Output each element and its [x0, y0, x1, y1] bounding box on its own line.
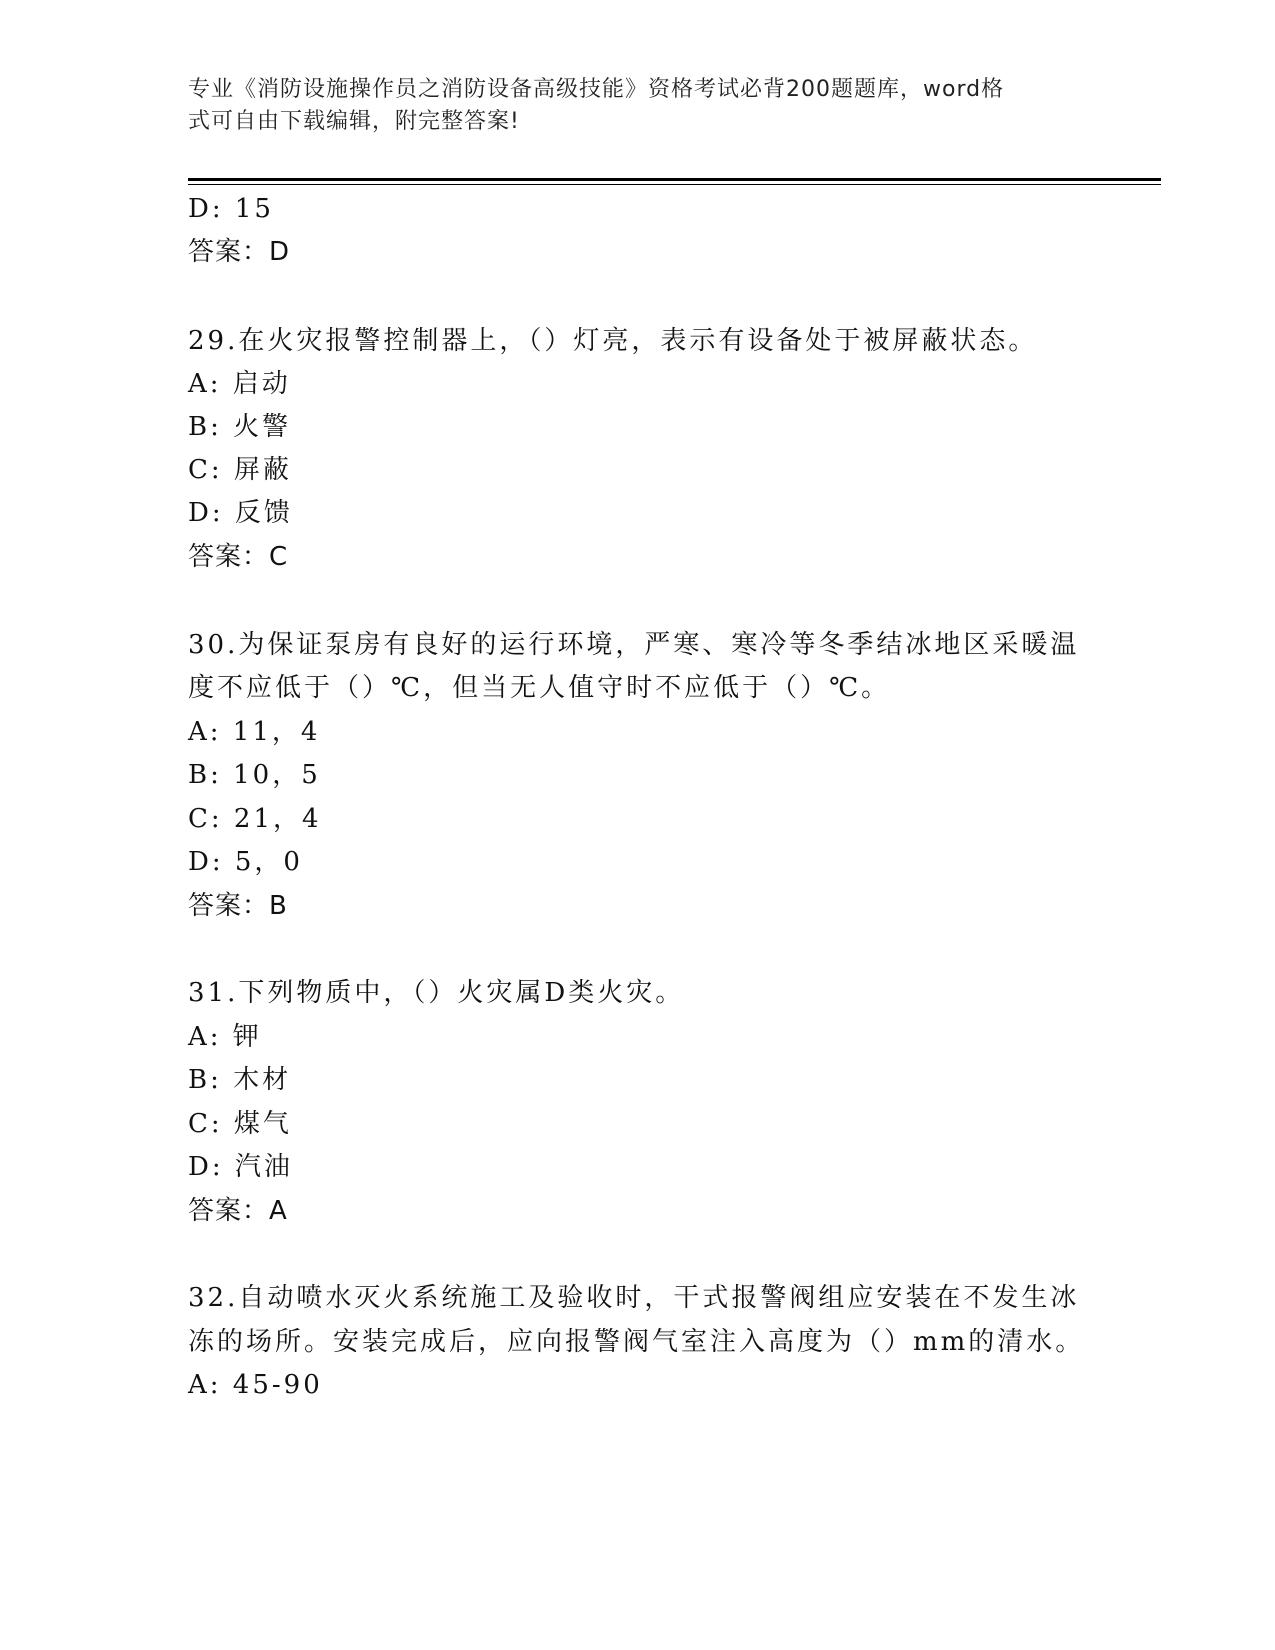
- q30-option-a: A: 11，4: [188, 717, 321, 747]
- q30-answer: 答案：B: [188, 891, 288, 921]
- q28-answer: 答案：D: [188, 237, 291, 267]
- q31-option-c: C: 煤气: [188, 1109, 292, 1139]
- q29-option-b: B: 火警: [188, 412, 292, 442]
- header-line-2: 式可自由下载编辑，附完整答案!: [188, 109, 520, 134]
- header-line-1: 专业《消防设施操作员之消防设备高级技能》资格考试必背200题题库，word格: [188, 77, 1005, 102]
- q30-option-c: C: 21，4: [188, 804, 322, 834]
- q31-option-d: D: 汽油: [188, 1152, 293, 1182]
- document-header: [188, 74, 1068, 138]
- q29-answer: 答案：C: [188, 542, 289, 572]
- q32-question-line-1: 32.自动喷水灭火系统施工及验收时，干式报警阀组应安装在不发生冰: [188, 1283, 1080, 1313]
- q32-option-a: A: 45-90: [188, 1370, 323, 1400]
- q28-option-d: D: 15: [188, 194, 274, 224]
- header-rule-thick: [188, 178, 1161, 181]
- q31-answer: 答案：A: [188, 1196, 288, 1226]
- q29-option-c: C: 屏蔽: [188, 455, 292, 485]
- q30-question-line-1: 30.为保证泵房有良好的运行环境，严寒、寒冷等冬季结冰地区采暖温: [188, 630, 1080, 660]
- q30-option-b: B: 10，5: [188, 760, 321, 790]
- q32-question-line-2: 冻的场所。安装完成后，应向报警阀气室注入高度为（）mm的清水。: [188, 1327, 1085, 1357]
- q31-option-b: B: 木材: [188, 1065, 292, 1095]
- header-rule-thin: [188, 184, 1161, 185]
- q30-option-d: D: 5，0: [188, 847, 303, 877]
- q31-option-a: A: 钾: [188, 1022, 262, 1052]
- q29-option-a: A: 启动: [188, 369, 291, 399]
- q31-question: 31.下列物质中，（）火灾属D类火灾。: [188, 978, 685, 1008]
- q30-question-line-2: 度不应低于（）℃，但当无人值守时不应低于（）℃。: [188, 673, 891, 703]
- q29-question: 29.在火灾报警控制器上，（）灯亮，表示有设备处于被屏蔽状态。: [188, 326, 1038, 356]
- q29-option-d: D: 反馈: [188, 498, 293, 528]
